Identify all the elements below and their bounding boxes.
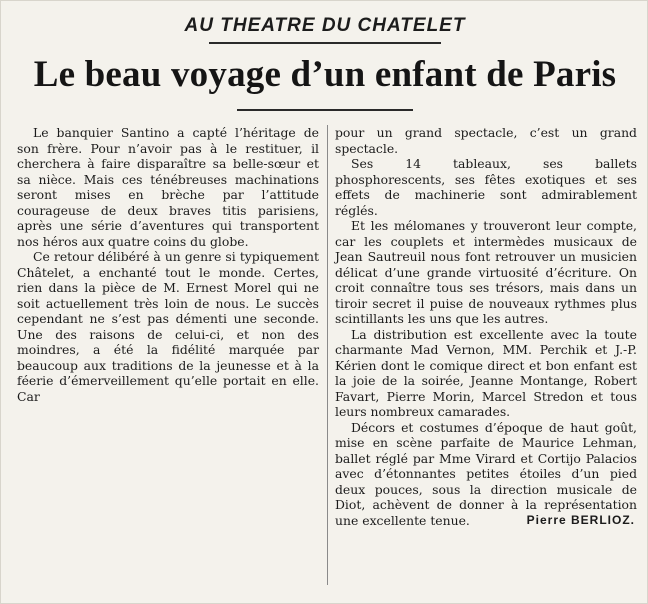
paragraph: Le banquier Santino a capté l’héritage de son frère. Pour n’avoir pas à le restituer, il cherchera à faire disparaître sa belle-sœur et sa nièce. Mais ces ténébreuses machinations seront mises en brèche par l’attitude courageuse de deux braves titis parisiens, après une série d’aventures qui transportent nos héros aux quatre coins du globe. (17, 125, 319, 249)
right-column (335, 125, 637, 529)
author-signature: Pierre BERLIOZ. (526, 513, 635, 527)
paragraph: La distribution est excellente avec la toute charmante Mad Vernon, MM. Perchik et J.-P. Kérien dont le comique direct et bon enfant est la joie de la soirée, Jeanne Montange, Robert Favart, Pierre Morin, Marcel Stredon et tous leurs nombreux camarades. (335, 326, 637, 419)
paragraph: Décors et costumes d’époque de haut goût, mise en scène parfaite de Maurice Lehman, ballet réglé par Mme Virard et Cortijo Palacios avec d’étonnantes petites étoiles d’un pied deux pouces, sous la direction musicale de Diot, achèvent de donner à la représentation une excellente tenue. (335, 419, 637, 528)
headline-rule (237, 109, 413, 111)
column-divider (327, 125, 328, 585)
paragraph: pour un grand spectacle, c’est un grand spectacle. (335, 125, 637, 156)
section-kicker: AU THEATRE DU CHATELET (184, 15, 466, 36)
paragraph: Et les mélomanes y trouveront leur compte, car les couplets et intermèdes musicaux de Jean Sautreuil nous font retrouver un musicien délicat d’une grande virtuosité d’écriture. On croit connaître tous ses trésors, mais dans un tiroir secret il puise de nouveaux rythmes plus scintillants les uns que les autres. (335, 218, 637, 326)
left-column (17, 125, 319, 404)
headline: Le beau voyage d’un enfant de Paris (33, 54, 617, 95)
paragraph: Ses 14 tableaux, ses ballets phosphorescents, ses fêtes exotiques et ses effets de machinerie sont admirablement réglés. (335, 156, 637, 218)
paragraph: Ce retour délibéré à un genre si typiquement Châtelet, a enchanté tout le monde. Certes, rien dans la pièce de M. Ernest Morel qui ne soit actuellement très loin de nous. Le succès cependant ne s’est pas démenti une seconde. Une des raisons de celui-ci, et non des moindres, a été la fidélité marquée par beaucoup aux traditions de la jeunesse et à la féerie d’émerveillement qu’elle portait en elle. Car (17, 249, 319, 404)
kicker-rule (209, 42, 441, 44)
